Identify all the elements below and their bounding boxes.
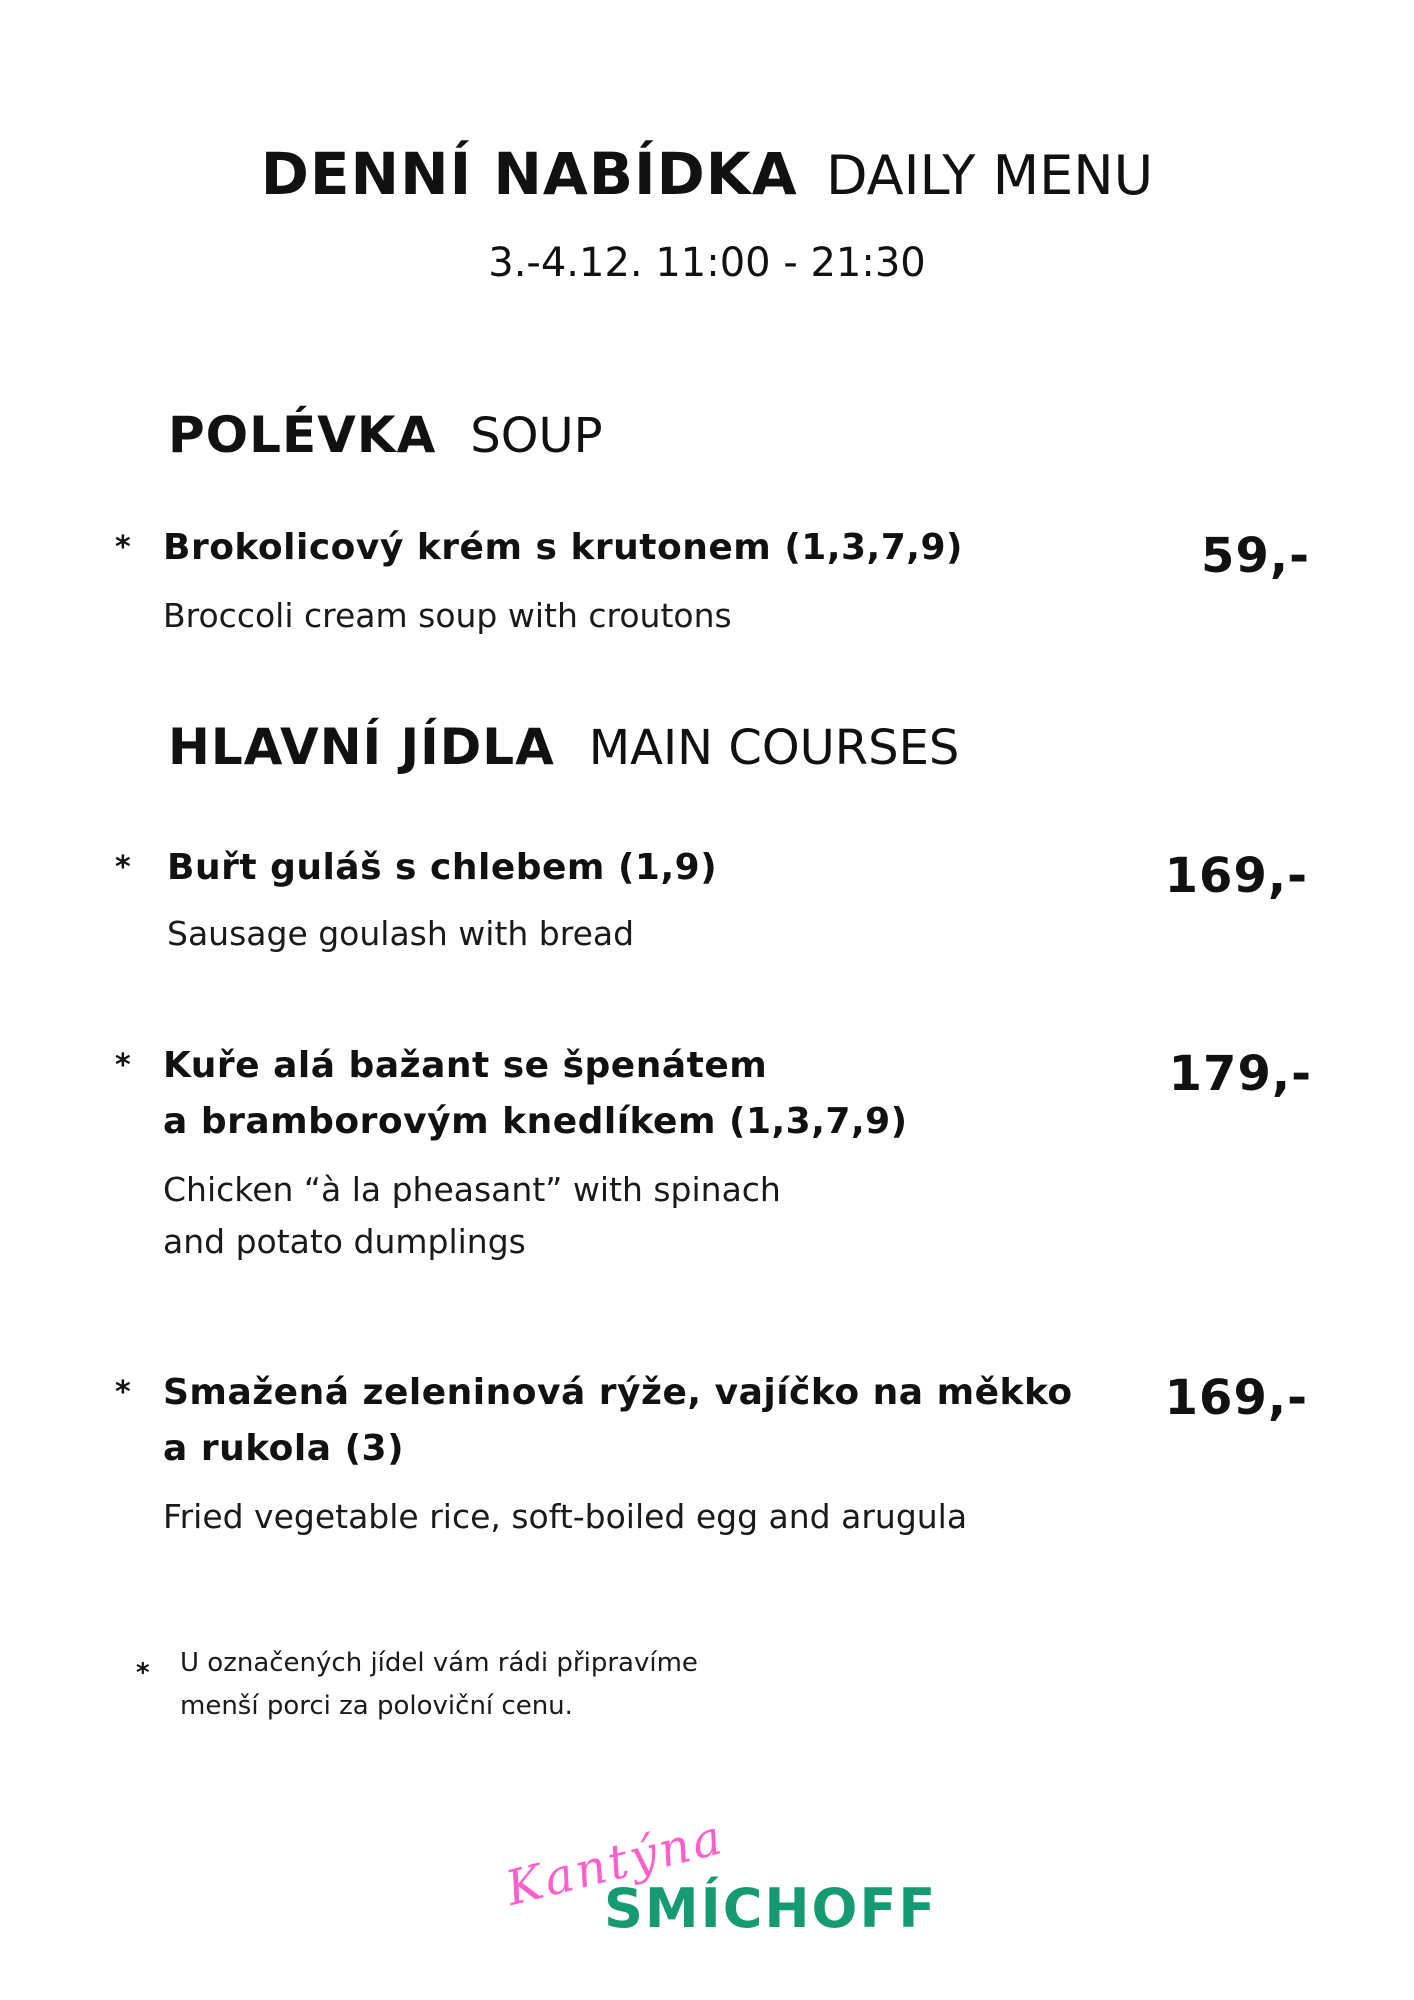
asterisk-icon: * [115,1048,131,1083]
asterisk-icon: * [115,530,131,565]
footnote-line2: menší porci za poloviční cenu. [180,1691,573,1721]
logo-script-text: Kantýna [500,1808,730,1918]
section-heading-soup-cz: POLÉVKA [168,406,437,464]
price-main-2: 179,- [1168,1046,1312,1102]
dish-name-cz: Buřt guláš s chlebem (1,9) [167,847,718,888]
date-time: 3.-4.12. 11:00 - 21:30 [488,240,926,286]
footnote-line1: U označených jídel vám rádi připravíme [180,1648,698,1678]
dish-name-cz-line1: Kuře alá bažant se špenátem [163,1045,768,1086]
section-heading-mains-en: MAIN COURSES [588,720,960,776]
dish-name-cz: Brokolicový krém s krutonem (1,3,7,9) [163,527,963,568]
dish-name-en-line1: Chicken “à la pheasant” with spinach [163,1170,781,1209]
dish-name-en: Sausage goulash with bread [167,914,635,953]
section-heading-mains [168,718,959,776]
footnote [180,1642,698,1728]
logo-wordmark: SMÍCHOFF [604,1877,938,1940]
dish-name-cz-line2: a rukola (3) [163,1428,405,1469]
logo [500,1808,944,1965]
dish-name-cz-line1: Smažená zeleninová rýže, vajíčko na měkko [163,1372,1073,1413]
section-heading-soup [168,406,603,464]
dish-name-cz-line2: a bramborovým knedlíkem (1,3,7,9) [163,1101,908,1142]
title-english: DAILY MENU [826,144,1154,207]
title-czech: DENNÍ NABÍDKA [260,140,798,208]
asterisk-icon: * [115,1375,131,1410]
section-heading-soup-en: SOUP [470,408,603,464]
dish-name-en-line2: and potato dumplings [163,1222,526,1261]
price-soup: 59,- [1201,528,1310,584]
dish-name-en: Fried vegetable rice, soft-boiled egg and arugula [163,1497,968,1536]
price-main-1: 169,- [1164,848,1308,904]
page-title [0,140,1414,208]
asterisk-icon: * [136,1658,150,1688]
asterisk-icon: * [115,850,131,885]
price-main-3: 169,- [1164,1370,1308,1426]
dish-name-en: Broccoli cream soup with croutons [163,596,732,635]
section-heading-mains-cz: HLAVNÍ JÍDLA [168,718,555,776]
